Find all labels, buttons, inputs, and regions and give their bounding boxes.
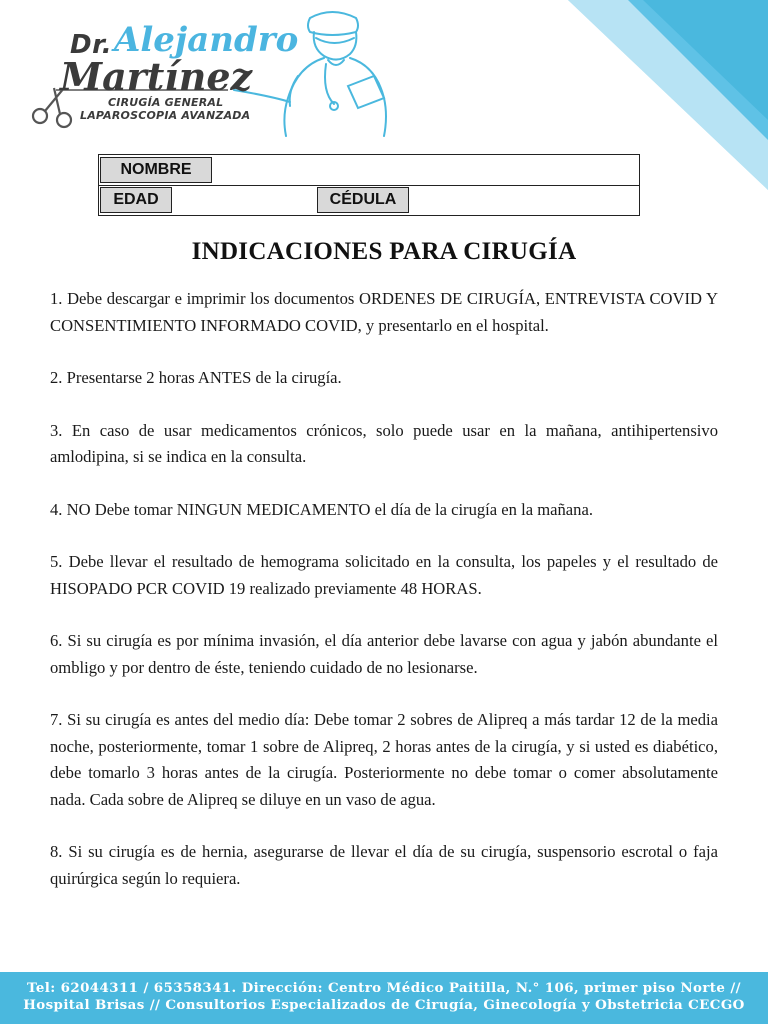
instruction-item: 3. En caso de usar medicamentos crónicos, solo puede usar en la mañana, antihipertensivo amlodipina, si se indica en la consulta. [50,420,718,466]
contact-footer [0,972,768,1024]
doctor-title: Dr. [70,30,113,60]
doctor-last-name: Martínez [60,54,253,99]
footer-line-1: Tel: 62044311 / 65358341. Dirección: Centro Médico Paitilla, N.° 106, primer piso Norte // [27,980,741,996]
instruction-item: 4. NO Debe tomar NINGUN MEDICAMENTO el día de la cirugía en la mañana. [50,499,593,519]
specialty-general: CIRUGÍA GENERAL [108,96,224,109]
name-row [99,155,639,186]
age-field[interactable] [173,187,315,213]
patient-info-table [98,154,640,216]
name-label: NOMBRE [100,157,212,183]
instruction-item: 7. Si su cirugía es antes del medio día: Debe tomar 2 sobres de Alipreq a más tardar 12 de la media noche, posteriormente, tomar 1 sobre de Alipreq, 2 horas antes de la cirugía, y si usted es diabético, debe tomarlo 3 horas antes de la cirugía. Posteriormente no debe tomar o comer absolutamente nada. Cada sobre de Alipreq se diluye en un vaso de agua. [50,710,718,809]
specialty-laparoscopy: LAPAROSCOPIA AVANZADA [80,109,251,122]
doctor-logo [28,6,408,138]
id-label: CÉDULA [317,187,409,213]
age-label: EDAD [100,187,172,213]
instruction-item: 6. Si su cirugía es por mínima invasión, el día anterior debe lavarse con agua y jabón abundante el ombligo y por dentro de éste, teniendo cuidado de no lesionarse. [50,631,718,677]
page-title: INDICACIONES PARA CIRUGÍA [191,238,577,265]
instructions-list [50,286,718,918]
name-field[interactable] [213,157,637,183]
id-field[interactable] [411,187,637,213]
instruction-item: 5. Debe llevar el resultado de hemograma solicitado en la consulta, los papeles y el resultado de HISOPADO PCR COVID 19 realizado previamente 48 HORAS. [50,552,718,598]
instruction-item: 2. Presentarse 2 horas ANTES de la cirugía. [50,368,342,387]
instruction-item: 1. Debe descargar e imprimir los documentos ORDENES DE CIRUGÍA, ENTREVISTA COVID Y CONSENTIMIENTO INFORMADO COVID, y presentarlo en el hospital. [50,289,718,335]
footer-line-2: Hospital Brisas // Consultorios Especializados de Cirugía, Ginecología y Obstetricia CECGO [23,997,745,1013]
instruction-item: 8. Si su cirugía es de hernia, asegurarse de llevar el día de su cirugía, suspensorio escrotal o faja quirúrgica según lo requiera. [50,842,718,888]
doctor-first-name: Alejandro [114,20,299,60]
age-id-row [99,185,639,215]
